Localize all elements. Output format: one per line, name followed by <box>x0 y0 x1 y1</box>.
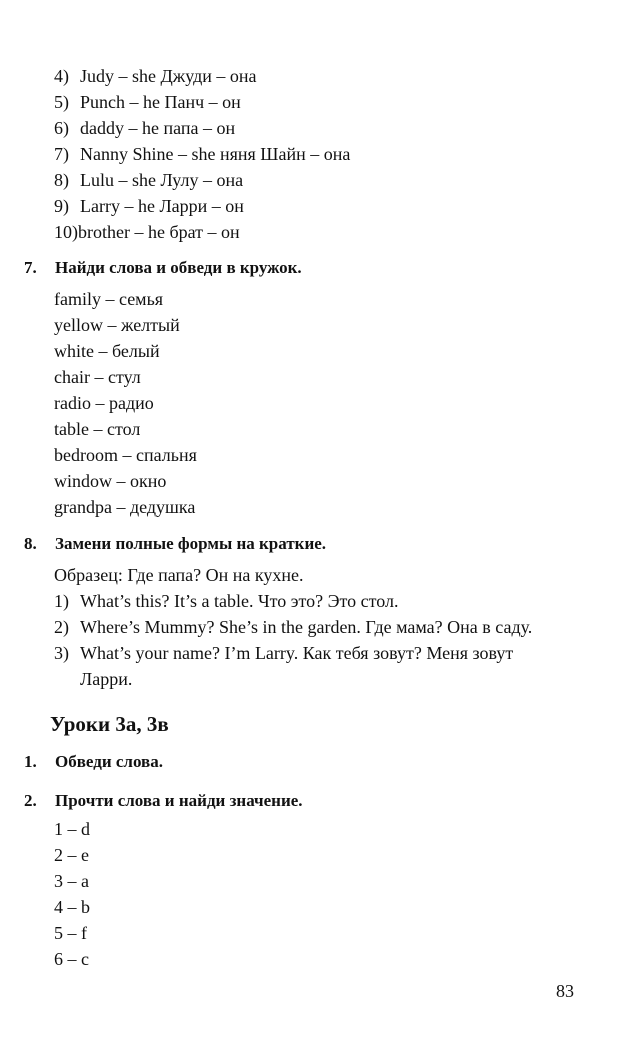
list-item-number: 3) <box>54 643 69 663</box>
word-pair: bedroom – спальня <box>54 445 197 465</box>
answer-line: 3 – a <box>54 871 89 891</box>
task-title: Найди слова и обведи в кружок. <box>55 258 302 277</box>
list-item-number: 6) <box>54 118 69 138</box>
answer-line: 5 – f <box>54 923 87 943</box>
task-1-heading <box>24 751 163 773</box>
task-title: Обведи слова. <box>55 752 163 771</box>
list-item <box>54 221 240 243</box>
lesson-title: Уроки 3а, 3в <box>50 712 169 736</box>
list-item <box>54 169 243 191</box>
answer-line: 2 – e <box>54 845 89 865</box>
list-item-number: 9) <box>54 196 69 216</box>
task-number: 2. <box>24 791 37 810</box>
word-pair: family – семья <box>54 289 164 309</box>
answer-line: 1 – d <box>54 819 90 839</box>
word-pair: window – окно <box>54 471 167 491</box>
page-number: 83 <box>556 981 574 1001</box>
task-number: 1. <box>24 752 37 771</box>
answer-line: 4 – b <box>54 897 90 917</box>
list-item <box>54 117 235 139</box>
word-pair: chair – стул <box>54 367 141 387</box>
word-pair: white – белый <box>54 341 160 361</box>
example-line: Образец: Где папа? Он на кухне. <box>54 565 304 585</box>
task-number: 8. <box>24 534 37 553</box>
list-item <box>54 642 513 664</box>
list-item-number: 4) <box>54 66 69 86</box>
list-item-number: 1) <box>54 591 69 611</box>
task-title: Замени полные формы на краткие. <box>55 534 327 553</box>
list-item-text: Judy – she Джуди – она <box>80 66 257 86</box>
list-item-text: Nanny Shine – she няня Шайн – она <box>80 144 351 164</box>
list-item-text: What’s your name? I’m Larry. Как тебя зовут? Меня зовут <box>80 643 514 663</box>
list-item <box>54 91 241 113</box>
task-2-heading <box>24 790 303 812</box>
list-item-text: brother – he брат – он <box>78 222 240 242</box>
list-item-text: Punch – he Панч – он <box>80 92 241 112</box>
list-item <box>54 65 257 87</box>
list-item <box>54 616 532 638</box>
list-item <box>54 143 350 165</box>
list-item <box>54 195 244 217</box>
list-item-number: 5) <box>54 92 69 112</box>
task-title: Прочти слова и найди значение. <box>55 791 303 810</box>
list-item-text: What’s this? It’s a table. Что это? Это стол. <box>80 591 399 611</box>
task-number: 7. <box>24 258 37 277</box>
task-8-heading <box>24 533 326 555</box>
list-item-text: Larry – he Ларри – он <box>80 196 244 216</box>
list-item-number: 10) <box>54 222 78 242</box>
list-item-number: 2) <box>54 617 69 637</box>
word-pair: yellow – желтый <box>54 315 180 335</box>
list-item <box>54 590 399 612</box>
word-pair: grandpa – дедушка <box>54 497 196 517</box>
task-7-heading <box>24 257 302 279</box>
word-pair: radio – радио <box>54 393 154 413</box>
list-item-continuation: Ларри. <box>80 669 133 689</box>
word-pair: table – стол <box>54 419 141 439</box>
list-item-text: daddy – he папа – он <box>80 118 236 138</box>
answer-line: 6 – c <box>54 949 89 969</box>
list-item-number: 7) <box>54 144 69 164</box>
list-item-text: Where’s Mummy? She’s in the garden. Где мама? Она в саду. <box>80 617 533 637</box>
list-item-text: Lulu – she Лулу – она <box>80 170 244 190</box>
list-item-number: 8) <box>54 170 69 190</box>
